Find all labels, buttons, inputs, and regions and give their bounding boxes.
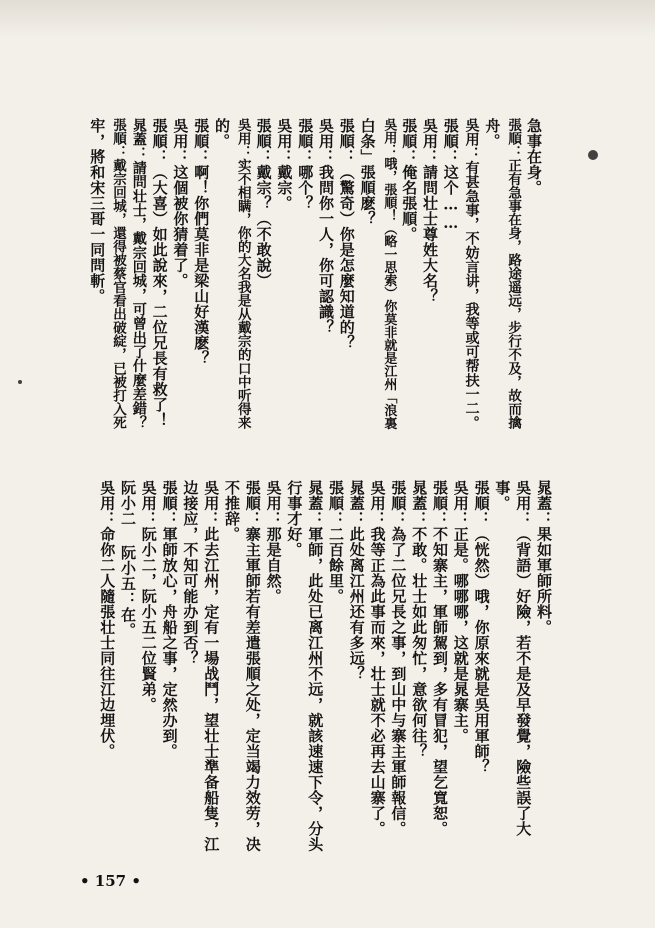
text-column: 白条」張順麽？: [358, 118, 377, 227]
text-column: 吳用：命你二人隨張壮士同往江边埋伏。: [98, 480, 117, 759]
text-column: 張順：啊！你們莫非是梁山好漢麽？: [192, 118, 211, 366]
text-column: 吳用：我等正為此事而來，壮士就不必再去山寨了。: [368, 480, 387, 837]
text-column: 吳用：那是自然。: [264, 480, 283, 604]
ink-blot: [18, 380, 22, 384]
text-column: 張順：（大喜）如此說來，二位兄長有救了！: [150, 118, 169, 428]
text-column: 張順：為了二位兄長之事，到山中与寨主軍師報信。: [389, 480, 408, 837]
text-column: 張順：正有急事在身，路途遥远，步行不及，故而擒: [505, 118, 522, 429]
text-column: 阮小二 阮小五：在。: [119, 480, 137, 638]
text-column: 边接应，不知可能办到否？: [181, 480, 200, 666]
text-column: 事。: [493, 480, 512, 511]
text-column: 吳用：戴宗。: [275, 118, 294, 211]
text-column: 吳用：（背語）好險，若不是及早發覺，險些誤了大: [514, 480, 533, 837]
text-column: 吳用：哦，張順！（略一思索）你莫非就是江州「浪裏: [381, 118, 397, 430]
text-column: 張順：哪个？: [296, 118, 315, 211]
text-column: 張順：（恍然）哦，你原來就是吳用軍師？: [472, 480, 491, 775]
text-column: 張順：戴宗回城，還得被蔡官看出破綻，已被打入死: [110, 118, 126, 429]
page-number: • 157 •: [80, 872, 141, 890]
text-column: 晁蓋：請問壮士，戴宗回城，可曾出了什麼差錯？: [130, 118, 147, 430]
text-column: 吳用：这個被你猜着了。: [171, 118, 190, 289]
text-column: 張順：不知寨主，軍師駕到，多有冒犯，望乞寬恕。: [431, 480, 449, 837]
text-column: 吳用：有甚急事，不妨言讲，我等或可帮扶一二。: [463, 118, 480, 430]
text-column: 吳用：实不相瞒，你的大名我是从戴宗的口中听得来: [234, 118, 251, 429]
text-column: 張順：（驚奇）你是怎麼知道的？: [337, 118, 356, 351]
text-column: 晁蓋：不敢。壮士如此匆忙，意欲何往？: [410, 480, 429, 759]
text-column: 急事在身。: [525, 118, 543, 196]
text-column: 張順：戴宗？（不敢說）: [254, 118, 273, 289]
text-column: 吳用：正是。哪哪哪，这就是晁寨主。: [451, 480, 470, 744]
text-column: 張順：軍師放心，舟船之事，定然办到。: [160, 480, 179, 759]
text-column: 張順：寨主軍師若有差遣張順之处，定当竭力效劳，决: [243, 480, 262, 852]
text-column: 張順：俺名張順。: [400, 118, 419, 242]
text-column: 的。: [213, 118, 231, 149]
text-column: 張順：二百餘里。: [327, 480, 345, 604]
text-column: 晁蓋：果如軍師所料。: [535, 480, 553, 635]
text-column: 晁蓋：此处离江州还有多远？: [347, 480, 366, 682]
ink-blot: [588, 150, 598, 160]
text-column: 不推辞。: [223, 480, 241, 542]
text-column: 張順：这个……: [441, 118, 460, 233]
scan-top-edge: [0, 0, 655, 38]
text-column: 吳用：此去江州，定有一場战鬥，望壮士準备船隻，江: [202, 480, 221, 852]
text-column: 吳用：我問你一人，你可認識？: [317, 118, 335, 335]
text-column: 牢，將和宋三哥一同問斬。: [88, 118, 107, 304]
text-column: 吳用：阮小二，阮小五二位賢弟。: [139, 480, 158, 713]
text-column: 行事才好。: [285, 480, 304, 558]
text-column: 吳用：請問壮士尊姓大名？: [421, 118, 439, 304]
text-column: 晁蓋：軍師，此处已离江州不远，就該速速下令，分头: [306, 480, 325, 852]
text-column: 舟。: [483, 118, 502, 149]
